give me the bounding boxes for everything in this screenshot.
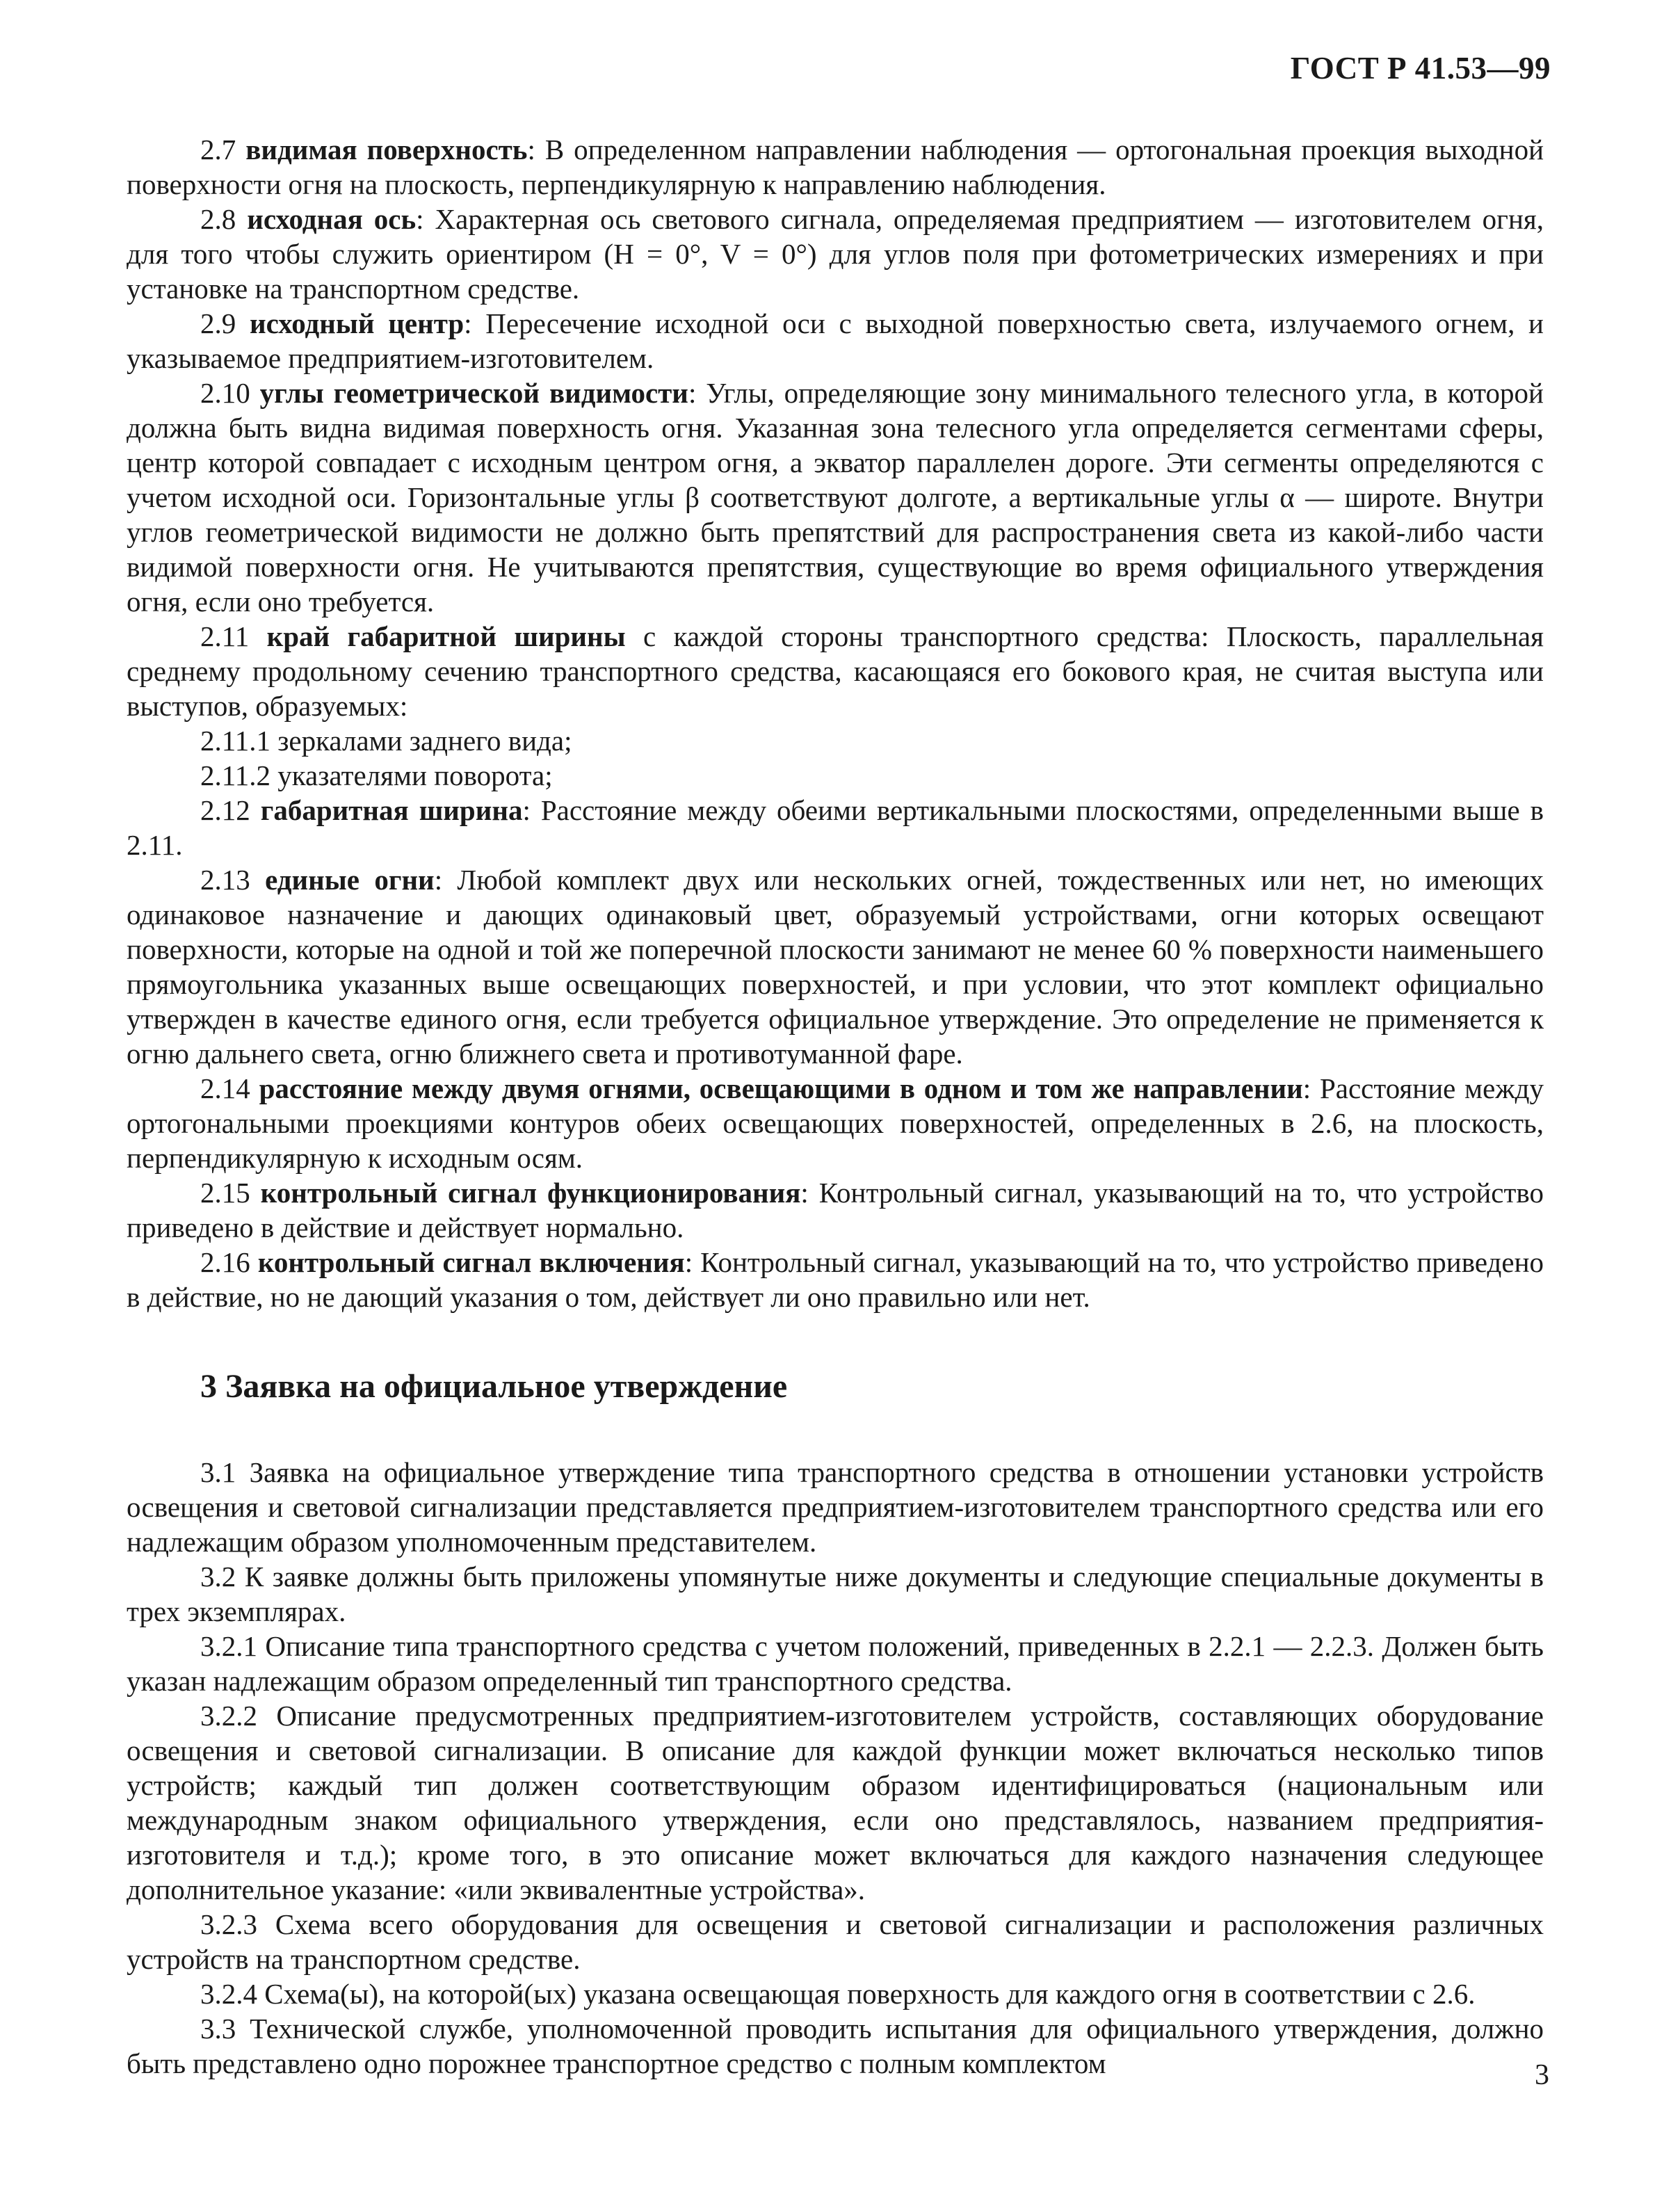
- definition-text: с каждой стороны транспортного средства: Плоскость, параллельная среднему продольному сечению транспортного средства, касающаяся его бокового края, не считая выступа или выступов, образуемых:: [127, 620, 1544, 722]
- defined-term: единые огни: [265, 864, 435, 896]
- definition-text: зеркалами заднего вида;: [277, 725, 572, 757]
- section-paragraph: [127, 1455, 1544, 1559]
- clause-number: 3.2.4: [200, 1978, 257, 2010]
- section-body: [127, 1455, 1544, 2081]
- paragraph-text: К заявке должны быть приложены упомянутые ниже документы и следующие специальные документы в трех экземплярах.: [127, 1561, 1544, 1627]
- section-paragraph: [127, 1629, 1544, 1698]
- section-heading: 3 Заявка на официальное утверждение: [200, 1368, 788, 1405]
- definition-text: : Расстояние между ортогональными проекциями контуров обеих освещающих поверхностей, определенных в 2.6, на плоскость, перпендикулярную к исходным осям.: [127, 1072, 1544, 1174]
- defined-term: габаритная ширина: [260, 794, 523, 826]
- defined-term: видимая поверхность: [245, 134, 528, 166]
- section-paragraph: [127, 1559, 1544, 1629]
- clause-number: 2.16: [200, 1246, 250, 1278]
- definition-paragraph: [127, 1175, 1544, 1245]
- definition-text: : Любой комплект двух или нескольких огней, тождественных или нет, но имеющих одинаковое назначение и дающих одинаковый цвет, образуемый устройствами, огни которых освещают поверхности, которые на одной и той же поперечной плоскости занимают не менее 60 % поверхности наименьшего прямоугольника указанных выше освещающих поверхностей, и при условии, что этот комплект официально утвержден в качестве единого огня, если требуется официальное утверждение. Это определение не применяется к огню дальнего света, огню ближнего света и противотуманной фаре.: [127, 864, 1544, 1070]
- definition-subitem: [127, 723, 1544, 758]
- definition-text: : Контрольный сигнал, указывающий на то, что устройство приведено в действие, но не дающий указания о том, действует ли оно правильно или нет.: [127, 1246, 1544, 1313]
- definitions-block: [127, 132, 1544, 1314]
- section-paragraph: [127, 1976, 1544, 2011]
- defined-term: контрольный сигнал функционирования: [260, 1177, 801, 1209]
- definition-paragraph: [127, 132, 1544, 202]
- definition-text: указателями поворота;: [277, 759, 553, 791]
- clause-number: 3.3: [200, 2013, 236, 2045]
- section-paragraph: [127, 1907, 1544, 1976]
- section-paragraph: [127, 2011, 1544, 2081]
- clause-number: 2.11.1: [200, 725, 270, 757]
- clause-number: 2.13: [200, 864, 250, 896]
- definition-paragraph: [127, 306, 1544, 376]
- definition-paragraph: [127, 202, 1544, 306]
- paragraph-text: Описание предусмотренных предприятием-изготовителем устройств, составляющих оборудование освещения и световой сигнализации. В описание для каждой функции может включаться несколько типов устройств; каждый тип должен соответствующим образом идентифицироваться (национальным или международным знаком официального утверждения, если оно представлялось, названием предприятия-изготовителя и т.д.); кроме того, в это описание может включаться для каждого назначения следующее дополнительное указание: «или эквивалентные устройства».: [127, 1700, 1544, 1905]
- section-paragraph: [127, 1698, 1544, 1907]
- definition-paragraph: [127, 862, 1544, 1071]
- clause-number: 3.1: [200, 1456, 236, 1488]
- definition-paragraph: [127, 619, 1544, 723]
- clause-number: 2.7: [200, 134, 236, 166]
- page-body: [127, 132, 1544, 2081]
- clause-number: 2.9: [200, 307, 236, 339]
- defined-term: край габаритной ширины: [266, 620, 626, 652]
- clause-number: 2.15: [200, 1177, 250, 1209]
- definition-paragraph: [127, 1245, 1544, 1314]
- paragraph-text: Технической службе, уполномоченной проводить испытания для официального утверждения, должно быть представлено одно порожнее транспортное средство с полным комплектом: [127, 2013, 1544, 2079]
- definition-text: : В определенном направлении наблюдения — ортогональная проекция выходной поверхности огня на плоскость, перпендикулярную к направлению наблюдения.: [127, 134, 1544, 200]
- defined-term: исходный центр: [249, 307, 465, 339]
- clause-number: 2.11: [200, 620, 250, 652]
- clause-number: 2.11.2: [200, 759, 270, 791]
- definition-text: : Углы, определяющие зону минимального телесного угла, в которой должна быть видна видимая поверхность огня. Указанная зона телесного угла определяется сегментами сферы, центр которой совпадает с исходным центром огня, а экватор параллелен дороге. Эти сегменты определяются с учетом исходной оси. Горизонтальные углы β соответствуют долготе, а вертикальные углы α — широте. Внутри углов геометрической видимости не должно быть препятствий для распространения света из какой-либо части видимой поверхности огня. Не учитываются препятствия, существующие во время официального утверждения огня, если оно требуется.: [127, 377, 1544, 618]
- document-number-header: ГОСТ Р 41.53—99: [1290, 51, 1551, 86]
- defined-term: расстояние между двумя огнями, освещающими в одном и том же направлении: [259, 1072, 1303, 1104]
- defined-term: углы геометрической видимости: [259, 377, 688, 409]
- definition-paragraph: [127, 1071, 1544, 1175]
- paragraph-text: Схема(ы), на которой(ых) указана освещающая поверхность для каждого огня в соответствии с 2.6.: [264, 1978, 1476, 2010]
- paragraph-text: Описание типа транспортного средства с учетом положений, приведенных в 2.2.1 — 2.2.3. Должен быть указан надлежащим образом определенный тип транспортного средства.: [127, 1630, 1544, 1697]
- definition-subitem: [127, 758, 1544, 793]
- defined-term: исходная ось: [247, 203, 417, 235]
- clause-number: 2.8: [200, 203, 236, 235]
- clause-number: 2.12: [200, 794, 250, 826]
- definition-paragraph: [127, 376, 1544, 619]
- clause-number: 3.2.2: [200, 1700, 257, 1732]
- paragraph-text: Заявка на официальное утверждение типа транспортного средства в отношении установки устройств освещения и световой сигнализации представляется предприятием-изготовителем транспортного средства или его надлежащим образом уполномоченным представителем.: [127, 1456, 1544, 1558]
- defined-term: контрольный сигнал включения: [257, 1246, 685, 1278]
- clause-number: 3.2.3: [200, 1908, 257, 1940]
- definition-text: : Контрольный сигнал, указывающий на то, что устройство приведено в действие и действует нормально.: [127, 1177, 1544, 1243]
- clause-number: 3.2: [200, 1561, 236, 1593]
- definition-text: : Пересечение исходной оси с выходной поверхностью света, излучаемого огнем, и указываемое предприятием-изготовителем.: [127, 307, 1544, 374]
- paragraph-text: Схема всего оборудования для освещения и световой сигнализации и расположения различных устройств на транспортном средстве.: [127, 1908, 1544, 1975]
- page-number: 3: [1535, 2059, 1549, 2091]
- clause-number: 3.2.1: [200, 1630, 257, 1662]
- definition-text: : Характерная ось светового сигнала, определяемая предприятием — изготовителем огня, для того чтобы служить ориентиром (H = 0°, V = 0°) для углов поля при фотометрических измерениях и при установке на транспортном средстве.: [127, 203, 1544, 305]
- definition-paragraph: [127, 793, 1544, 862]
- clause-number: 2.10: [200, 377, 250, 409]
- clause-number: 2.14: [200, 1072, 250, 1104]
- definition-text: : Расстояние между обеими вертикальными плоскостями, определенными выше в 2.11.: [127, 794, 1544, 861]
